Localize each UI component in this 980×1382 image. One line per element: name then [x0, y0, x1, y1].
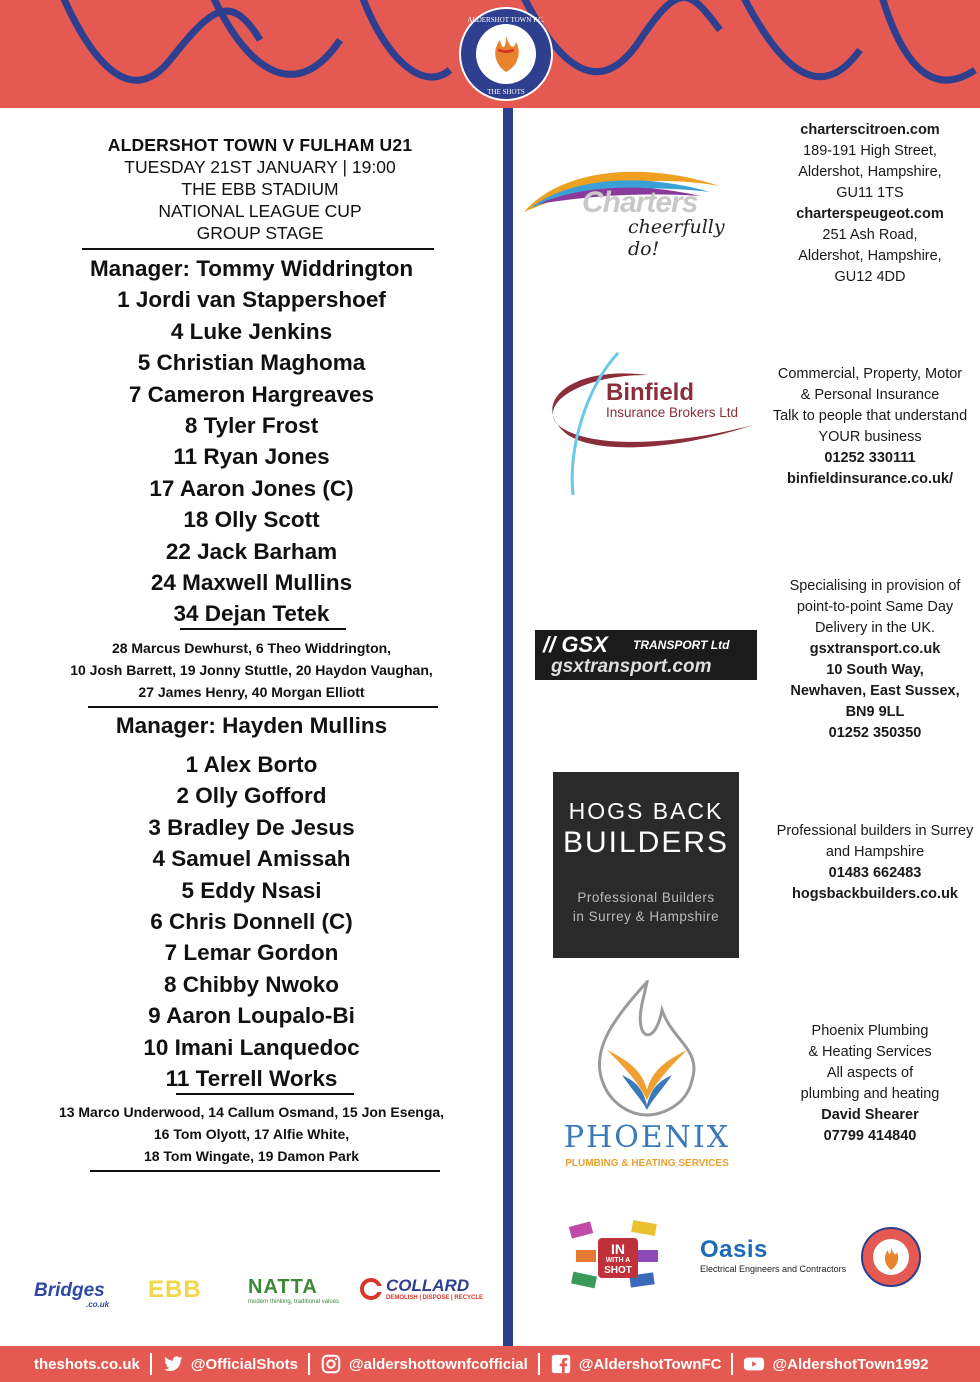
- hogsback-s1: Professional Builders: [577, 890, 715, 905]
- charters-tagline: cheerfully do!: [628, 216, 725, 260]
- player: 5 Christian Maghoma: [137, 350, 366, 376]
- info-line: 251 Ash Road,: [822, 227, 918, 243]
- player: 18 Olly Scott: [183, 507, 320, 533]
- match-stage: GROUP STAGE: [196, 223, 324, 243]
- info-line: GU12 4DD: [834, 269, 906, 285]
- home-subs: [0, 637, 503, 703]
- youtube-icon: [743, 1353, 765, 1375]
- twitter-handle[interactable]: @OfficialShots: [190, 1355, 298, 1373]
- crest-text-bottom: THE SHOTS: [487, 88, 525, 96]
- phoenix-sub: PLUMBING & HEATING SERVICES: [565, 1158, 729, 1169]
- info-line: Aldershot, Hampshire,: [798, 164, 942, 180]
- info-line: GU11 1TS: [836, 185, 904, 201]
- divider-rule: [82, 248, 434, 250]
- info-line: charterscitroen.com: [800, 122, 940, 138]
- gsx-name: // GSX: [543, 632, 608, 657]
- instagram-handle[interactable]: @aldershottownfcofficial: [349, 1355, 528, 1373]
- player: 2 Olly Gofford: [176, 783, 327, 809]
- in-with-a-shot-logo: [570, 1220, 662, 1292]
- iwas-l1: IN: [611, 1241, 625, 1257]
- hogsback-logo: [553, 772, 739, 958]
- hogsback-s2: in Surrey & Hampshire: [572, 909, 720, 924]
- info-line: point-to-point Same Day: [796, 599, 954, 615]
- charters-info: [770, 120, 970, 288]
- info-line: All aspects of: [826, 1065, 914, 1081]
- natta-name: NATTA: [248, 1276, 318, 1298]
- info-line: Newhaven, East Sussex,: [790, 683, 960, 699]
- binfield-sub: Insurance Brokers Ltd: [606, 405, 739, 420]
- subs-line: 16 Tom Olyott, 17 Alfie White,: [153, 1126, 350, 1142]
- binfield-info: [765, 364, 975, 490]
- info-line: David Shearer: [821, 1107, 919, 1123]
- info-line: 01252 350350: [828, 725, 922, 741]
- charters-name: Charters: [582, 186, 698, 219]
- away-manager: Manager: Hayden Mullins: [115, 713, 388, 738]
- phoenix-flame-icon: [552, 980, 742, 1120]
- footer-instagram[interactable]: [320, 1353, 528, 1375]
- player: 3 Bradley De Jesus: [148, 814, 355, 840]
- gsx-info: [780, 576, 970, 744]
- match-competition: NATIONAL LEAGUE CUP: [158, 201, 362, 221]
- facebook-handle[interactable]: @AldershotTownFC: [578, 1355, 722, 1373]
- captain-underline: [180, 628, 346, 630]
- player: 7 Lemar Gordon: [164, 940, 339, 966]
- player: 11 Terrell Works: [165, 1065, 338, 1091]
- player: 5 Eddy Nsasi: [181, 877, 322, 903]
- oasis-logo: [700, 1236, 847, 1280]
- info-line: & Personal Insurance: [800, 387, 940, 403]
- info-line: Specialising in provision of: [789, 578, 961, 594]
- phoenix-info: [780, 1021, 960, 1147]
- player: 4 Luke Jenkins: [170, 318, 333, 344]
- ebb-logo: EBB: [148, 1276, 202, 1303]
- youtube-handle[interactable]: @AldershotTown1992: [772, 1355, 929, 1373]
- info-line: Talk to people that understand: [772, 408, 968, 424]
- bridges-logo: [34, 1280, 110, 1309]
- player: 8 Chibby Nwoko: [163, 971, 339, 997]
- info-line: and Hampshire: [825, 844, 925, 860]
- info-line: Phoenix Plumbing: [811, 1023, 929, 1039]
- player: 7 Cameron Hargreaves: [128, 381, 375, 407]
- binfield-swoosh: [528, 345, 763, 500]
- info-line: Professional builders in Surrey: [776, 823, 974, 839]
- info-line: Commercial, Property, Motor: [777, 366, 963, 382]
- instagram-icon: [320, 1353, 342, 1375]
- hogsback-info: [770, 821, 980, 905]
- player: 22 Jack Barham: [165, 538, 338, 564]
- player: 1 Alex Borto: [185, 752, 318, 777]
- collard-icon: [360, 1278, 382, 1300]
- match-datetime: TUESDAY 21ST JANUARY | 19:00: [124, 157, 396, 177]
- subs-line: 27 James Henry, 40 Morgan Elliott: [138, 684, 365, 700]
- column-divider: [503, 108, 513, 1348]
- info-line: plumbing and heating: [800, 1086, 940, 1102]
- website-link[interactable]: theshots.co.uk: [34, 1355, 140, 1373]
- subs-line: 18 Tom Wingate, 19 Damon Park: [143, 1148, 360, 1164]
- iwas-l3: SHOT: [604, 1265, 632, 1276]
- info-line: & Heating Services: [808, 1044, 932, 1060]
- footer-band: [0, 1346, 980, 1382]
- player: 24 Maxwell Mullins: [150, 569, 353, 595]
- club-crest: [458, 6, 554, 102]
- collard-name: COLLARD: [386, 1276, 470, 1295]
- captain-underline: [176, 1093, 354, 1095]
- info-line: 01252 330111: [824, 450, 916, 466]
- info-line: 10 South Way,: [826, 662, 924, 678]
- footer-separator: [731, 1353, 733, 1375]
- supporters-text: [840, 1290, 942, 1291]
- player: 8 Tyler Frost: [184, 412, 319, 438]
- subs-line: 10 Josh Barrett, 19 Jonny Stuttle, 20 Haydon Vaughan,: [70, 662, 433, 678]
- bridges-name: Bridges: [34, 1280, 105, 1301]
- info-line: 01483 662483: [828, 865, 922, 881]
- player: 34 Dejan Tetek: [173, 601, 330, 627]
- twitter-icon: [162, 1353, 184, 1375]
- player: 11 Ryan Jones: [173, 444, 330, 470]
- footer-separator: [538, 1353, 540, 1375]
- match-details: [60, 134, 460, 244]
- phoenix-name: PHOENIX: [563, 1120, 731, 1155]
- info-line: hogsbackbuilders.co.uk: [792, 886, 958, 902]
- footer-youtube[interactable]: [743, 1353, 928, 1375]
- info-line: BN9 9LL: [845, 704, 905, 720]
- footer-website[interactable]: [34, 1356, 140, 1373]
- footer-separator: [150, 1353, 152, 1375]
- match-teams: ALDERSHOT TOWN V FULHAM U21: [107, 135, 413, 155]
- hogsback-l2: BUILDERS: [562, 826, 730, 859]
- info-line: binfieldinsurance.co.uk/: [787, 471, 953, 487]
- subs-line: 13 Marco Underwood, 14 Callum Osmand, 15 Jon Esenga,: [58, 1104, 445, 1120]
- natta-sub: modern thinking, traditional values: [248, 1299, 340, 1305]
- player: 1 Jordi van Stappershoef: [117, 287, 386, 313]
- iwas-l2: WITH A: [605, 1257, 631, 1264]
- away-lineup: [0, 711, 503, 1094]
- player: 17 Aaron Jones (C): [149, 475, 354, 501]
- info-line: charterspeugeot.com: [796, 206, 944, 222]
- info-line: Aldershot, Hampshire,: [798, 248, 942, 264]
- gsx-url: gsxtransport.com: [551, 656, 712, 677]
- info-line: Delivery in the UK.: [814, 620, 936, 636]
- player: 4 Samuel Amissah: [152, 846, 351, 872]
- divider-rule: [88, 706, 438, 708]
- match-venue: THE EBB STADIUM: [181, 179, 339, 199]
- oasis-name: Oasis: [700, 1236, 768, 1263]
- away-subs: [0, 1101, 503, 1167]
- info-line: 189-191 High Street,: [803, 143, 937, 159]
- info-line: YOUR business: [818, 429, 922, 445]
- divider-rule: [90, 1170, 440, 1172]
- natta-logo: [248, 1276, 339, 1305]
- supporters-badge-icon: [860, 1226, 922, 1288]
- bridges-sub: .co.uk: [86, 1300, 110, 1309]
- footer-twitter[interactable]: [162, 1353, 298, 1375]
- binfield-name: Binfield: [606, 379, 694, 406]
- footer-facebook[interactable]: [550, 1353, 722, 1375]
- home-lineup: [0, 253, 503, 630]
- oasis-sub: Electrical Engineers and Contractors: [700, 1264, 847, 1274]
- collard-sub: DEMOLISH | DISPOSE | RECYCLE: [386, 1295, 484, 1301]
- subs-line: 28 Marcus Dewhurst, 6 Theo Widdrington,: [111, 640, 392, 656]
- info-line: 07799 414840: [823, 1128, 917, 1144]
- crest-text-top: ALDERSHOT TOWN F.C.: [467, 16, 545, 24]
- phoenix-logo: [552, 980, 742, 1175]
- player: 9 Aaron Loupalo-Bi: [148, 1003, 355, 1029]
- gsx-small: TRANSPORT Ltd: [633, 638, 730, 652]
- binfield-logo: [528, 345, 763, 500]
- bottom-sponsors: [30, 1270, 490, 1310]
- charters-logo: [520, 160, 750, 260]
- player: 6 Chris Donnell (C): [150, 908, 353, 934]
- gsx-logo: [535, 630, 757, 680]
- player: 10 Imani Lanquedoc: [143, 1034, 360, 1060]
- hogsback-l1: HOGS BACK: [568, 798, 724, 824]
- footer-separator: [308, 1353, 310, 1375]
- supporters-club-logo: [860, 1226, 922, 1288]
- home-manager: Manager: Tommy Widdrington: [89, 256, 414, 281]
- info-line: gsxtransport.co.uk: [809, 641, 941, 657]
- facebook-icon: [550, 1353, 572, 1375]
